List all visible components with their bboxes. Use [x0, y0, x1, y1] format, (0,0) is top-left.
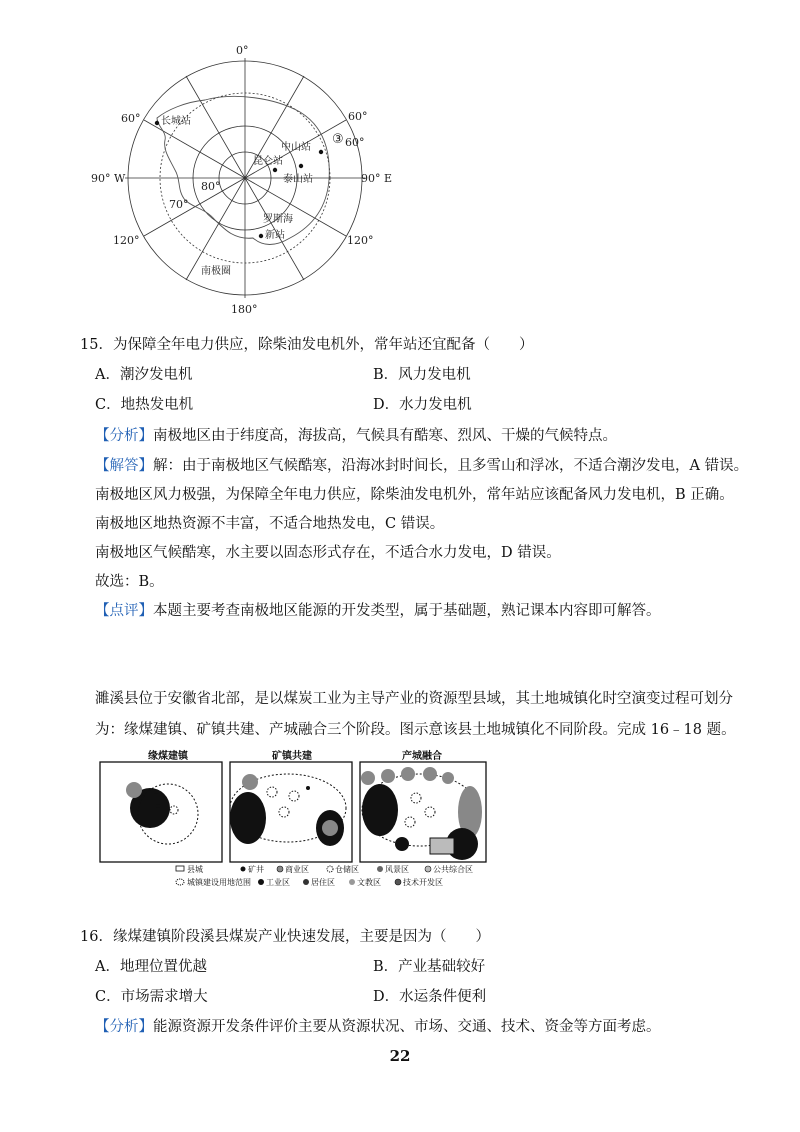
legend-item-8: 工业区 [266, 878, 290, 887]
panel-2-title: 矿镇共建 [272, 751, 312, 762]
panel-2 [230, 749, 352, 862]
station-dot-taishan [299, 164, 303, 168]
antarctica-polar-map [85, 40, 405, 320]
station-dot-ross [259, 234, 263, 238]
label-antarctic-circle: 南极圈 [201, 266, 231, 277]
analysis-tag: 【分析】 [95, 428, 153, 444]
intro-line-1: 濉溪县位于安徽省北部，是以煤炭工业为主导产业的资源型县域，其土地城镇化时空演变过程可划分 [95, 691, 733, 707]
legend-item-7: 城镇建设用地范围 [187, 878, 251, 887]
legend-item-1: 县城 [187, 865, 203, 874]
comment-tag: 【点评】 [95, 603, 153, 619]
panel-3-title: 产城融合 [402, 751, 442, 762]
label-new-station: 新站 [265, 230, 285, 241]
q15-answer-line-2: 南极地区风力极强，为保障全年电力供应，除柴油发电机外，常年站应该配备风力发电机，B 正确。 [95, 487, 734, 503]
station-dot-zhongshan [319, 150, 323, 154]
label-120-left: 120° [113, 234, 140, 247]
label-60-right: 60° [348, 110, 368, 123]
legend-item-11: 技术开发区 [403, 878, 443, 887]
q15-choice: 故选：B。 [95, 574, 164, 590]
comment-text: 本题主要考查南极地区能源的开发类型，属于基础题，熟记课本内容即可解答。 [153, 603, 661, 619]
legend-item-4: 仓储区 [335, 865, 359, 874]
q16-option-d: D．水运条件便利 [373, 989, 487, 1005]
q16-analysis-text: 能源资源开发条件评价主要从资源状况、市场、交通、技术、资金等方面考虑。 [153, 1019, 661, 1035]
q15-answer-line-4: 南极地区气候酷寒，水主要以固态形式存在，不适合水力发电，D 错误。 [95, 545, 561, 561]
figure-legend [176, 864, 473, 887]
label-zhongshan-station: 中山站 [281, 142, 311, 153]
legend-item-9: 居住区 [311, 878, 335, 887]
q15-option-a: A．潮汐发电机 [95, 367, 193, 383]
legend-item-3: 商业区 [285, 865, 309, 874]
label-taishan-station: 泰山站 [283, 174, 313, 185]
station-dot-changcheng [155, 121, 159, 125]
label-180deg: 180° [231, 303, 258, 316]
label-ross-sea: 罗斯海 [263, 214, 293, 225]
station-dot-kunlun [273, 168, 277, 172]
q15-comment [95, 599, 661, 620]
label-kunlun-station: 昆仑站 [253, 156, 283, 167]
intro-line-2: 为：缘煤建镇、矿镇共建、产城融合三个阶段。图示意该县土地城镇化不同阶段。完成 16﹣18 题。 [95, 722, 736, 738]
q15-option-b: B．风力发电机 [373, 367, 471, 383]
answer-tag: 【解答】 [95, 458, 153, 474]
legend-item-10: 文教区 [357, 878, 381, 887]
label-changcheng-station: 长城站 [161, 116, 191, 127]
q15-answer-line-3: 南极地区地热资源不丰富，不适合地热发电，C 错误。 [95, 516, 445, 532]
label-0deg: 0° [236, 44, 249, 57]
analysis-text: 南极地区由于纬度高，海拔高，气候具有酷寒、烈风、干燥的气候特点。 [153, 428, 617, 444]
label-90w: 90° W [91, 172, 126, 185]
q16-option-b: B．产业基础较好 [373, 959, 486, 975]
answer-text-1: 解：由于南极地区气候酷寒，沿海冰封时间长，且多雪山和浮冰，不适合潮汐发电，A 错误。 [153, 458, 749, 474]
legend-item-6: 公共综合区 [433, 865, 473, 874]
q16-analysis [95, 1015, 661, 1036]
label-80deg: 80° [201, 180, 221, 193]
legend-item-2: 矿井 [248, 865, 264, 874]
question-15-stem: 15．为保障全年电力供应，除柴油发电机外，常年站还宜配备（ ） [80, 337, 534, 353]
label-60-right-inner: 60° [345, 136, 365, 149]
legend-item-5: 风景区 [385, 865, 409, 874]
panel-1-title: 缘煤建镇 [148, 751, 188, 762]
urbanization-stage-figure [98, 748, 498, 890]
label-marker-3: ③ [332, 132, 344, 147]
q15-option-d: D．水力发电机 [373, 397, 472, 413]
q16-option-c: C．市场需求增大 [95, 989, 208, 1005]
page-number: 22 [389, 1047, 411, 1065]
q16-option-a: A．地理位置优越 [95, 959, 207, 975]
label-70deg: 70° [169, 198, 189, 211]
panel-3 [360, 749, 486, 862]
label-120-right: 120° [347, 234, 374, 247]
label-60-left: 60° [121, 112, 141, 125]
q15-analysis [95, 424, 617, 445]
q15-answer-line-1 [95, 454, 748, 475]
panel-1 [100, 749, 222, 862]
label-90e: 90° E [361, 172, 393, 185]
q15-option-c: C．地热发电机 [95, 397, 194, 413]
q16-analysis-tag: 【分析】 [95, 1019, 153, 1035]
question-16-stem: 16．缘煤建镇阶段溪县煤炭产业快速发展，主要是因为（ ） [80, 929, 490, 945]
